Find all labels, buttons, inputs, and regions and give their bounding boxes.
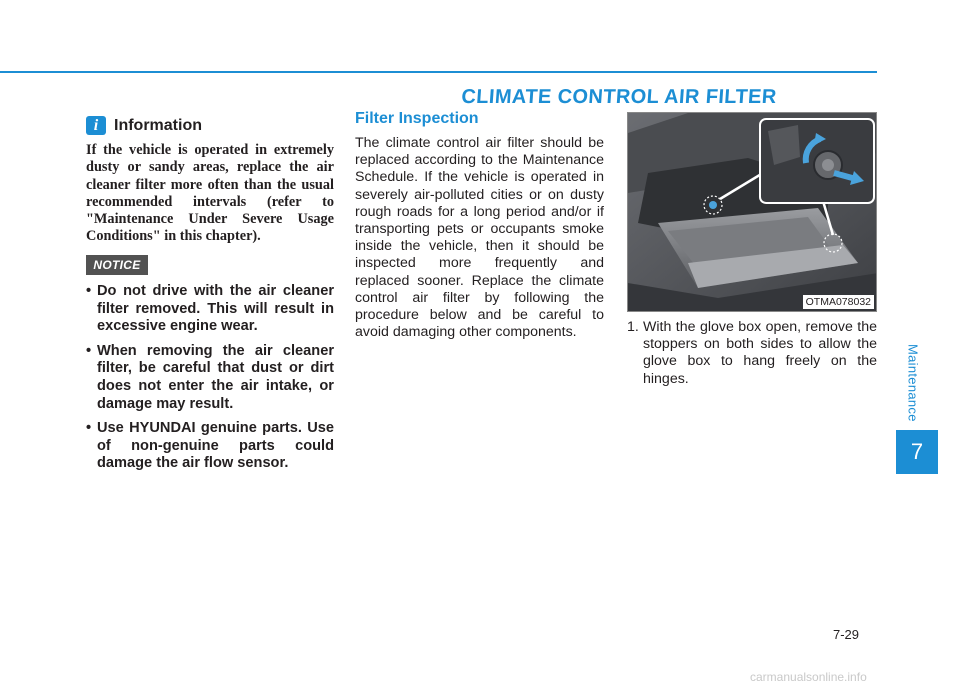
figure-code: OTMA078032 — [803, 295, 874, 309]
notice-item: • Use HYUNDAI genuine parts. Use of non-genuine parts could damage the air flow sensor. — [86, 420, 334, 473]
filter-inspection-title: Filter Inspection — [355, 110, 479, 127]
notice-item: • When removing the air cleaner filter, be careful that dust or dirt does not enter the air intake, or damage may result. — [86, 343, 334, 413]
step-text: With the glove box open, remove the stoppers on both sides to allow the glove box to hang freely on the hinges. — [643, 319, 877, 387]
page-number: 7-29 — [833, 627, 860, 642]
top-rule — [0, 71, 877, 73]
glove-box-illustration — [628, 113, 877, 312]
chapter-tab-label: Maintenance — [905, 344, 921, 422]
filter-inspection-body: The climate control air filter should be replaced according to the Maintenance Schedule. If the vehicle is operated in severely air-polluted cities or on dusty rough roads for a long period and/or if transporting pets or occupants smoke inside the vehicle, then it should be inspected more frequently and replaced sooner. Replace the climate control air filter by following the procedure below and be careful to avoid damaging other components. — [355, 135, 604, 341]
watermark: carmanualsonline.info — [750, 670, 867, 684]
notice-badge: NOTICE — [86, 255, 148, 275]
notice-list — [86, 283, 334, 480]
info-icon: i — [86, 116, 106, 135]
glove-box-photo — [627, 112, 877, 312]
information-title: Information — [114, 116, 202, 134]
information-body: If the vehicle is operated in extremely dusty or sandy areas, replace the air cleaner filter more often than the usual recommended intervals (refer to "Maintenance Under Severe Usage Conditions" in this chapter). — [86, 142, 334, 245]
step-number: 1. — [627, 319, 639, 335]
notice-item: • Do not drive with the air cleaner filter removed. This will result in excessive engine wear. — [86, 283, 334, 336]
information-heading — [86, 116, 202, 135]
step-item — [627, 319, 877, 388]
chapter-number-badge: 7 — [896, 430, 938, 474]
step-list — [627, 319, 877, 388]
section-title: CLIMATE CONTROL AIR FILTER — [460, 86, 778, 108]
